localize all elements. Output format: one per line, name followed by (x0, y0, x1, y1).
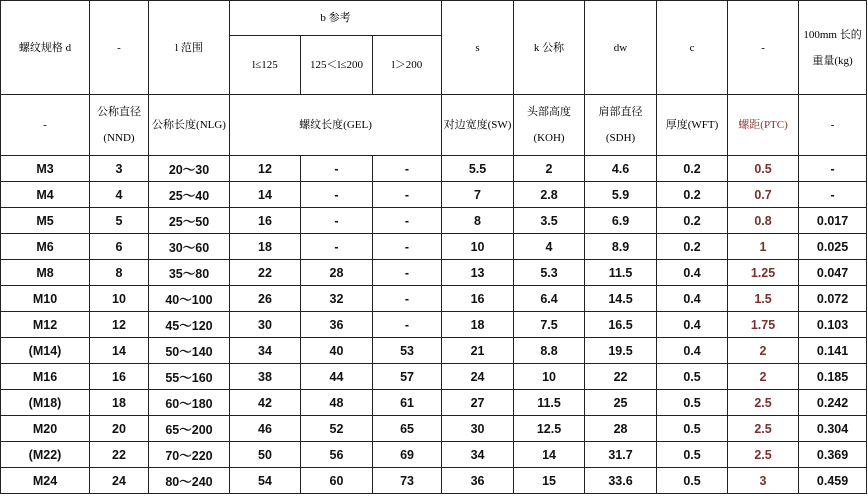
width-across-flats-cell: 7 (442, 182, 514, 208)
b-125-200-cell: - (301, 234, 373, 260)
pitch-cell: 0.8 (728, 208, 799, 234)
b-le-125-cell: 30 (230, 312, 301, 338)
thread-spec-cell: (M18) (1, 390, 90, 416)
thickness-cell: 0.4 (657, 286, 728, 312)
b-gt-200-cell: - (373, 156, 442, 182)
b-gt-200-cell: 65 (373, 416, 442, 442)
pitch-cell: 0.7 (728, 182, 799, 208)
b-gt-200-cell: 61 (373, 390, 442, 416)
table-body (1, 156, 867, 494)
shoulder-diameter-cell: 25 (585, 390, 657, 416)
nominal-diameter-cell: 4 (90, 182, 149, 208)
header-nnd: 公称直径(NND) (90, 95, 149, 156)
b-gt-200-cell: 53 (373, 338, 442, 364)
b-le-125-cell: 22 (230, 260, 301, 286)
width-across-flats-cell: 24 (442, 364, 514, 390)
table-row (1, 338, 867, 364)
header-l-125-200: 125＜l≤200 (301, 36, 373, 95)
length-range-cell: 40～100 (149, 286, 230, 312)
thread-spec-cell: M24 (1, 468, 90, 494)
shoulder-diameter-cell: 19.5 (585, 338, 657, 364)
thickness-cell: 0.4 (657, 312, 728, 338)
table-row (1, 312, 867, 338)
weight-cell: 0.047 (799, 260, 867, 286)
weight-cell: 0.304 (799, 416, 867, 442)
pitch-cell: 1.25 (728, 260, 799, 286)
nominal-diameter-cell: 12 (90, 312, 149, 338)
thickness-cell: 0.5 (657, 442, 728, 468)
nominal-diameter-cell: 24 (90, 468, 149, 494)
b-le-125-cell: 26 (230, 286, 301, 312)
width-across-flats-cell: 34 (442, 442, 514, 468)
b-le-125-cell: 42 (230, 390, 301, 416)
head-height-cell: 5.3 (514, 260, 585, 286)
head-height-cell: 11.5 (514, 390, 585, 416)
b-125-200-cell: 32 (301, 286, 373, 312)
pitch-cell: 2.5 (728, 442, 799, 468)
shoulder-diameter-cell: 22 (585, 364, 657, 390)
thread-spec-cell: M5 (1, 208, 90, 234)
head-height-cell: 2.8 (514, 182, 585, 208)
width-across-flats-cell: 18 (442, 312, 514, 338)
b-le-125-cell: 38 (230, 364, 301, 390)
pitch-cell: 3 (728, 468, 799, 494)
header-k: k 公称 (514, 1, 585, 95)
nominal-diameter-cell: 22 (90, 442, 149, 468)
shoulder-diameter-cell: 5.9 (585, 182, 657, 208)
shoulder-diameter-cell: 16.5 (585, 312, 657, 338)
head-height-cell: 2 (514, 156, 585, 182)
table-row (1, 260, 867, 286)
thickness-cell: 0.5 (657, 468, 728, 494)
weight-cell: 0.025 (799, 234, 867, 260)
length-range-cell: 30～60 (149, 234, 230, 260)
b-125-200-cell: 52 (301, 416, 373, 442)
b-125-200-cell: - (301, 156, 373, 182)
thread-spec-cell: (M14) (1, 338, 90, 364)
pitch-cell: 1.75 (728, 312, 799, 338)
weight-cell: 0.242 (799, 390, 867, 416)
length-range-cell: 35～80 (149, 260, 230, 286)
length-range-cell: 25～50 (149, 208, 230, 234)
b-gt-200-cell: - (373, 182, 442, 208)
shoulder-diameter-cell: 33.6 (585, 468, 657, 494)
width-across-flats-cell: 36 (442, 468, 514, 494)
pitch-cell: 2 (728, 338, 799, 364)
weight-cell: 0.185 (799, 364, 867, 390)
b-125-200-cell: 48 (301, 390, 373, 416)
header3-dash-end: - (799, 95, 867, 156)
width-across-flats-cell: 27 (442, 390, 514, 416)
thread-spec-cell: M20 (1, 416, 90, 442)
shoulder-diameter-cell: 31.7 (585, 442, 657, 468)
nominal-diameter-cell: 18 (90, 390, 149, 416)
pitch-cell: 1.5 (728, 286, 799, 312)
width-across-flats-cell: 5.5 (442, 156, 514, 182)
thread-spec-cell: M10 (1, 286, 90, 312)
b-gt-200-cell: - (373, 208, 442, 234)
thickness-cell: 0.5 (657, 364, 728, 390)
table-row (1, 390, 867, 416)
thickness-cell: 0.5 (657, 390, 728, 416)
b-le-125-cell: 34 (230, 338, 301, 364)
header-koh: 头部高度(KOH) (514, 95, 585, 156)
thread-spec-cell: M3 (1, 156, 90, 182)
thickness-cell: 0.4 (657, 338, 728, 364)
b-le-125-cell: 14 (230, 182, 301, 208)
header-c: c (657, 1, 728, 95)
length-range-cell: 80～240 (149, 468, 230, 494)
b-125-200-cell: 60 (301, 468, 373, 494)
shoulder-diameter-cell: 11.5 (585, 260, 657, 286)
table-row (1, 442, 867, 468)
width-across-flats-cell: 16 (442, 286, 514, 312)
pitch-cell: 0.5 (728, 156, 799, 182)
header-thread-spec: 螺纹规格 d (1, 1, 90, 95)
head-height-cell: 3.5 (514, 208, 585, 234)
nominal-diameter-cell: 14 (90, 338, 149, 364)
header-sw: 对边宽度(SW) (442, 95, 514, 156)
header-row-3 (1, 95, 867, 156)
length-range-cell: 50～140 (149, 338, 230, 364)
thread-spec-cell: M6 (1, 234, 90, 260)
nominal-diameter-cell: 5 (90, 208, 149, 234)
thickness-cell: 0.2 (657, 208, 728, 234)
width-across-flats-cell: 30 (442, 416, 514, 442)
b-125-200-cell: 36 (301, 312, 373, 338)
weight-cell: 0.369 (799, 442, 867, 468)
header-dash-2: - (728, 1, 799, 95)
length-range-cell: 25～40 (149, 182, 230, 208)
table-row (1, 156, 867, 182)
weight-cell: 0.141 (799, 338, 867, 364)
b-le-125-cell: 54 (230, 468, 301, 494)
width-across-flats-cell: 13 (442, 260, 514, 286)
width-across-flats-cell: 8 (442, 208, 514, 234)
b-125-200-cell: 56 (301, 442, 373, 468)
b-gt-200-cell: - (373, 286, 442, 312)
head-height-cell: 7.5 (514, 312, 585, 338)
table-row (1, 286, 867, 312)
header-l-gt-200: l＞200 (373, 36, 442, 95)
header-l-range: l 范围 (149, 1, 230, 95)
thread-spec-cell: M12 (1, 312, 90, 338)
header-row-1 (1, 1, 867, 36)
table-row (1, 234, 867, 260)
width-across-flats-cell: 10 (442, 234, 514, 260)
head-height-cell: 4 (514, 234, 585, 260)
thread-spec-cell: M4 (1, 182, 90, 208)
b-125-200-cell: - (301, 208, 373, 234)
header-b-reference: b 参考 (230, 1, 442, 36)
b-le-125-cell: 50 (230, 442, 301, 468)
length-range-cell: 20～30 (149, 156, 230, 182)
pitch-cell: 2.5 (728, 390, 799, 416)
b-gt-200-cell: - (373, 234, 442, 260)
thickness-cell: 0.2 (657, 156, 728, 182)
b-gt-200-cell: - (373, 312, 442, 338)
thread-spec-cell: (M22) (1, 442, 90, 468)
b-gt-200-cell: 57 (373, 364, 442, 390)
table-row (1, 208, 867, 234)
length-range-cell: 65～200 (149, 416, 230, 442)
b-gt-200-cell: 69 (373, 442, 442, 468)
table-row (1, 416, 867, 442)
header-dw: dw (585, 1, 657, 95)
b-gt-200-cell: - (373, 260, 442, 286)
pitch-cell: 2.5 (728, 416, 799, 442)
weight-cell: - (799, 182, 867, 208)
header-gel: 螺纹长度(GEL) (230, 95, 442, 156)
weight-cell: 0.017 (799, 208, 867, 234)
length-range-cell: 70～220 (149, 442, 230, 468)
table-row (1, 182, 867, 208)
head-height-cell: 12.5 (514, 416, 585, 442)
pitch-cell: 1 (728, 234, 799, 260)
shoulder-diameter-cell: 6.9 (585, 208, 657, 234)
shoulder-diameter-cell: 28 (585, 416, 657, 442)
shoulder-diameter-cell: 14.5 (585, 286, 657, 312)
b-le-125-cell: 12 (230, 156, 301, 182)
head-height-cell: 10 (514, 364, 585, 390)
head-height-cell: 6.4 (514, 286, 585, 312)
nominal-diameter-cell: 8 (90, 260, 149, 286)
width-across-flats-cell: 21 (442, 338, 514, 364)
thread-spec-cell: M16 (1, 364, 90, 390)
b-gt-200-cell: 73 (373, 468, 442, 494)
header-nlg: 公称长度(NLG) (149, 95, 230, 156)
b-le-125-cell: 18 (230, 234, 301, 260)
nominal-diameter-cell: 20 (90, 416, 149, 442)
nominal-diameter-cell: 10 (90, 286, 149, 312)
length-range-cell: 60～180 (149, 390, 230, 416)
weight-cell: 0.072 (799, 286, 867, 312)
length-range-cell: 45～120 (149, 312, 230, 338)
b-le-125-cell: 16 (230, 208, 301, 234)
pitch-cell: 2 (728, 364, 799, 390)
table-row (1, 468, 867, 494)
head-height-cell: 15 (514, 468, 585, 494)
thickness-cell: 0.5 (657, 416, 728, 442)
nominal-diameter-cell: 3 (90, 156, 149, 182)
b-125-200-cell: 44 (301, 364, 373, 390)
weight-cell: - (799, 156, 867, 182)
thickness-cell: 0.2 (657, 234, 728, 260)
header-weight: 100mm 长的重量(kg) (799, 1, 867, 95)
shoulder-diameter-cell: 4.6 (585, 156, 657, 182)
nominal-diameter-cell: 16 (90, 364, 149, 390)
thickness-cell: 0.2 (657, 182, 728, 208)
b-le-125-cell: 46 (230, 416, 301, 442)
length-range-cell: 55～160 (149, 364, 230, 390)
weight-cell: 0.459 (799, 468, 867, 494)
b-125-200-cell: - (301, 182, 373, 208)
b-125-200-cell: 28 (301, 260, 373, 286)
head-height-cell: 8.8 (514, 338, 585, 364)
thread-spec-cell: M8 (1, 260, 90, 286)
header-dash: - (90, 1, 149, 95)
b-125-200-cell: 40 (301, 338, 373, 364)
header-ptc: 螺距(PTC) (728, 95, 799, 156)
thickness-cell: 0.4 (657, 260, 728, 286)
shoulder-diameter-cell: 8.9 (585, 234, 657, 260)
header-wft: 厚度(WFT) (657, 95, 728, 156)
weight-cell: 0.103 (799, 312, 867, 338)
table-row (1, 364, 867, 390)
header-l-le-125: l≤125 (230, 36, 301, 95)
header-sdh: 肩部直径(SDH) (585, 95, 657, 156)
header3-dash: - (1, 95, 90, 156)
head-height-cell: 14 (514, 442, 585, 468)
header-s: s (442, 1, 514, 95)
nominal-diameter-cell: 6 (90, 234, 149, 260)
